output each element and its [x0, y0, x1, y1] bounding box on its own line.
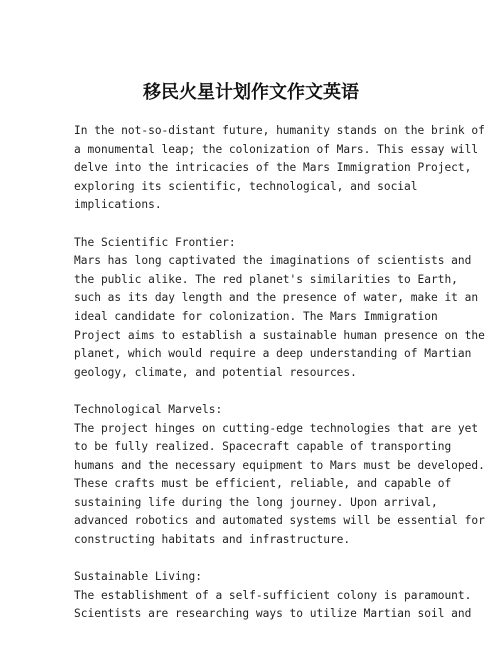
section-technological-marvels	[74, 401, 485, 550]
intro-line: delve into the intricacies of the Mars Immigration Project,	[74, 161, 472, 175]
section-sustainable-living	[74, 568, 472, 624]
section-line: sustaining life during the long journey. Upon arrival,	[74, 495, 438, 509]
section-line: constructing habitats and infrastructure.	[74, 533, 351, 547]
section-line: geology, climate, and potential resources.	[74, 365, 357, 379]
intro-line: exploring its scientific, technological, and social	[74, 179, 418, 193]
intro-line: implications.	[74, 198, 162, 212]
document-body	[74, 122, 485, 624]
section-line: ideal candidate for colonization. The Mars Immigration	[74, 309, 438, 323]
section-heading: Sustainable Living:	[74, 570, 202, 584]
section-line: These crafts must be efficient, reliable, and capable of	[74, 477, 452, 491]
paragraph-gap	[74, 382, 432, 401]
section-heading: Technological Marvels:	[74, 402, 223, 416]
section-line: to be fully realized. Spacecraft capable of transporting	[74, 440, 452, 454]
intro-line: In the not-so-distant future, humanity stands on the brink of	[74, 124, 485, 137]
section-line: The project hinges on cutting-edge technologies that are yet	[74, 421, 479, 435]
section-line: humans and the necessary equipment to Mars must be developed.	[74, 458, 485, 472]
section-line: the public alike. The red planet's similarities to Earth,	[74, 272, 458, 286]
section-heading: The Scientific Frontier:	[74, 235, 236, 249]
section-line: advanced robotics and automated systems will be essential for	[74, 514, 485, 528]
section-line: such as its day length and the presence of water, make it an	[74, 291, 479, 305]
section-scientific-frontier	[74, 234, 485, 383]
paragraph-gap	[74, 215, 432, 234]
section-line: Scientists are researching ways to utilize Martian soil and	[74, 607, 472, 621]
document-title: 移民火星计划作文作文英语	[143, 82, 359, 103]
intro-paragraph	[74, 122, 485, 215]
section-line: Project aims to establish a sustainable human presence on the	[74, 328, 485, 342]
section-line: planet, which would require a deep understanding of Martian	[74, 347, 472, 361]
paragraph-gap	[74, 550, 432, 569]
section-line: Mars has long captivated the imaginations of scientists and	[74, 254, 472, 268]
intro-line: a monumental leap; the colonization of Mars. This essay will	[74, 142, 479, 156]
section-line: The establishment of a self-sufficient colony is paramount.	[74, 588, 472, 602]
